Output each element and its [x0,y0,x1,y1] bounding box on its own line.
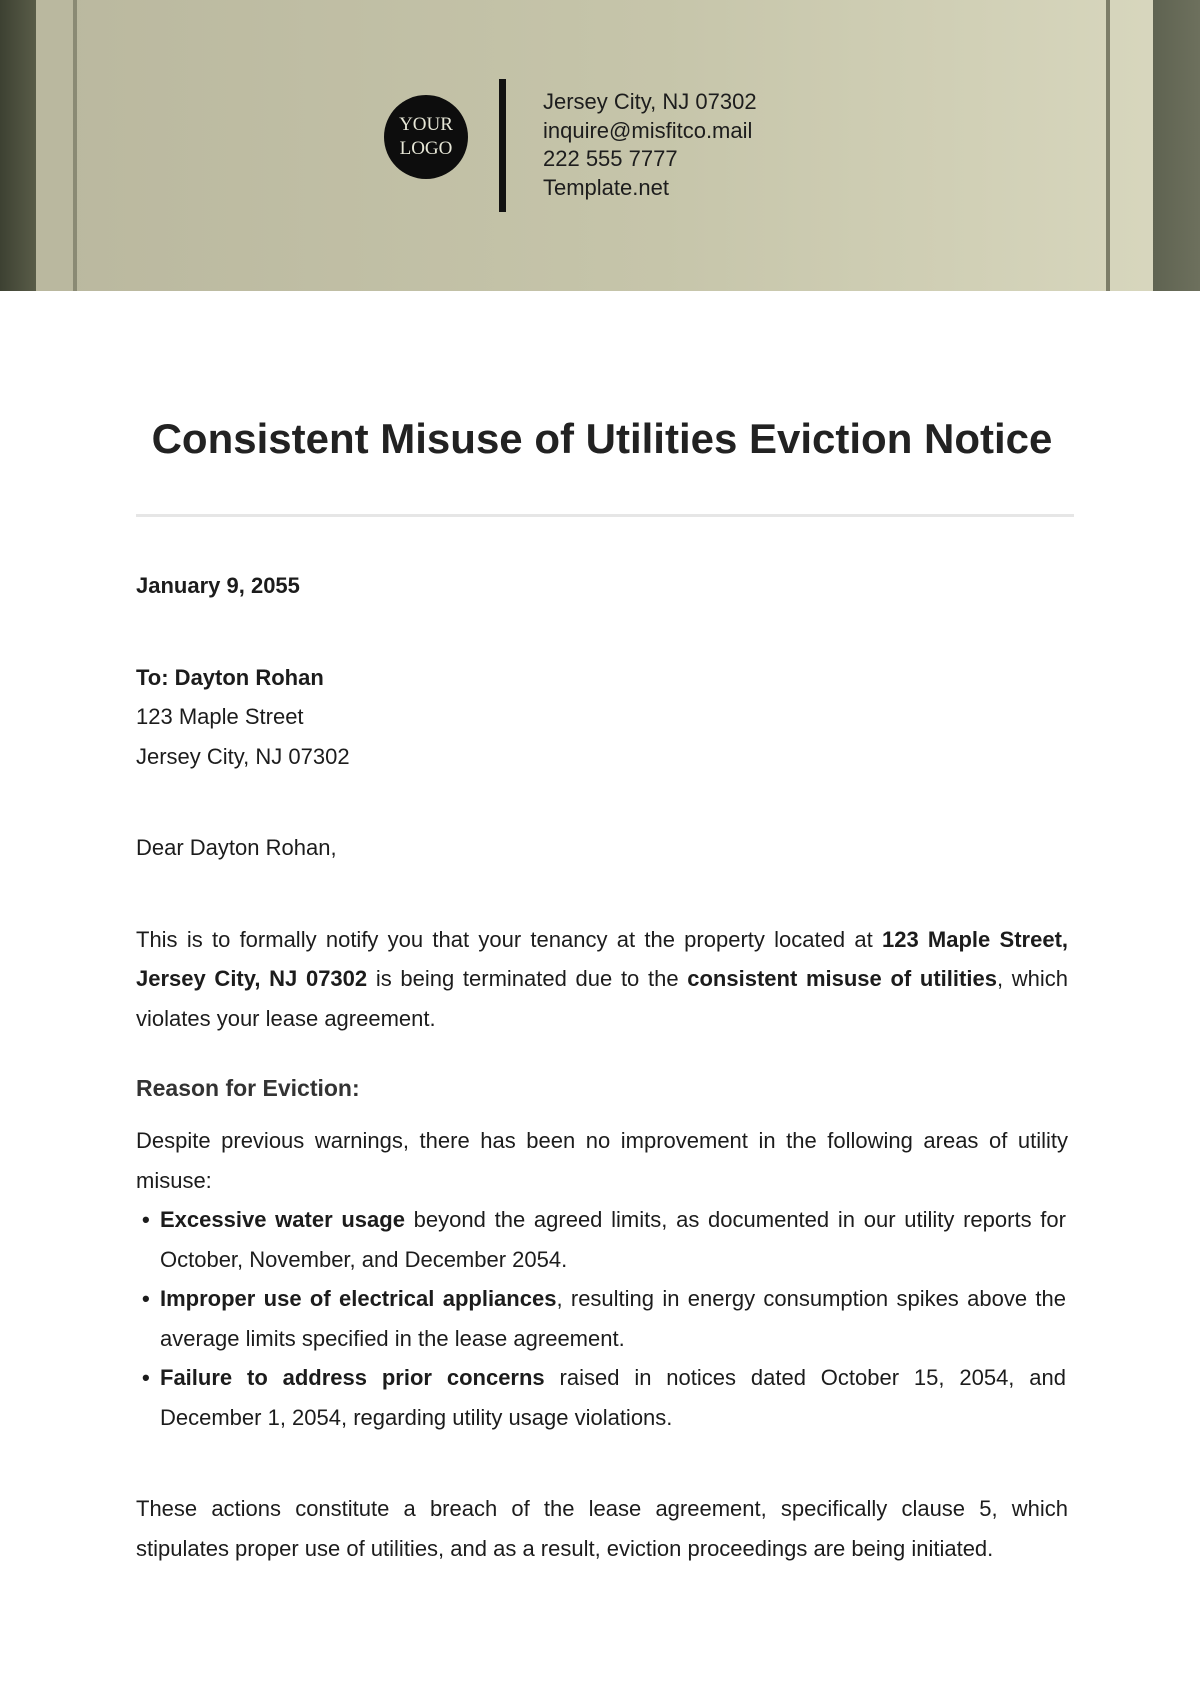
header-right-frame-line [1106,0,1110,291]
list-item [142,1279,1066,1358]
recipient-city: Jersey City, NJ 07302 [136,743,350,769]
logo-text-line1: YOUR [399,114,453,135]
letter-date: January 9, 2055 [136,573,300,598]
bullet-icon: • [142,1207,150,1232]
contact-block [543,88,757,202]
header-right-edge [1153,0,1200,291]
logo-text-line2: LOGO [399,138,453,159]
bullet-icon: • [142,1365,150,1390]
reason-text: , resulting in energy consumption spikes above the average limits specified in the lease agreement. [160,1286,1066,1351]
reason-text: beyond the agreed limits, as documented in our utility reports for October, November, and December 2054. [160,1207,1066,1272]
intro-text-3: , which violates your lease agreement. [136,966,1068,1031]
intro-text-2: is being terminated due to the [367,966,688,991]
intro-text-1: This is to formally notify you that your tenancy at the property located at [136,926,882,952]
contact-address: Jersey City, NJ 07302 [543,89,757,114]
reason-heading: Reason for Eviction: [136,1075,360,1101]
recipient-name: To: Dayton Rohan [136,664,324,690]
intro-address: 123 Maple Street, Jersey City, NJ 07302 [136,926,1069,991]
intro-paragraph [136,920,1068,1039]
closing-paragraph: These actions constitute a breach of the lease agreement, specifically clause 5, which stipulates proper use of utilities, and as a result, eviction proceedings are being initiated. [136,1496,1068,1561]
company-logo [384,95,468,179]
reason-intro: Despite previous warnings, there has been no improvement in the following areas of utility misuse: [136,1128,1068,1193]
intro-reason: consistent misuse of utilities [687,966,997,991]
reason-title: Excessive water usage [160,1207,405,1232]
header-vertical-divider [499,79,506,212]
reason-text: raised in notices dated October 15, 2054, and December 1, 2054, regarding utility usage violations. [160,1365,1066,1430]
list-item [142,1200,1066,1279]
reason-title: Failure to address prior concerns [160,1365,545,1390]
contact-website: Template.net [543,174,669,200]
contact-phone: 222 555 7777 [543,146,678,171]
list-item [142,1358,1066,1437]
header-left-edge [0,0,36,291]
salutation: Dear Dayton Rohan, [136,835,337,860]
letter-body [136,566,1068,1568]
title-divider [136,514,1074,517]
bullet-icon: • [142,1286,150,1311]
reasons-list [136,1200,1066,1437]
header-left-frame-line [73,0,77,291]
document-title: Consistent Misuse of Utilities Eviction Notice [151,415,1053,462]
contact-email: inquire@misfitco.mail [543,117,753,143]
recipient-block [136,658,1068,777]
letterhead-header [0,0,1200,291]
recipient-street: 123 Maple Street [136,704,304,729]
reason-title: Improper use of electrical appliances [160,1286,557,1311]
